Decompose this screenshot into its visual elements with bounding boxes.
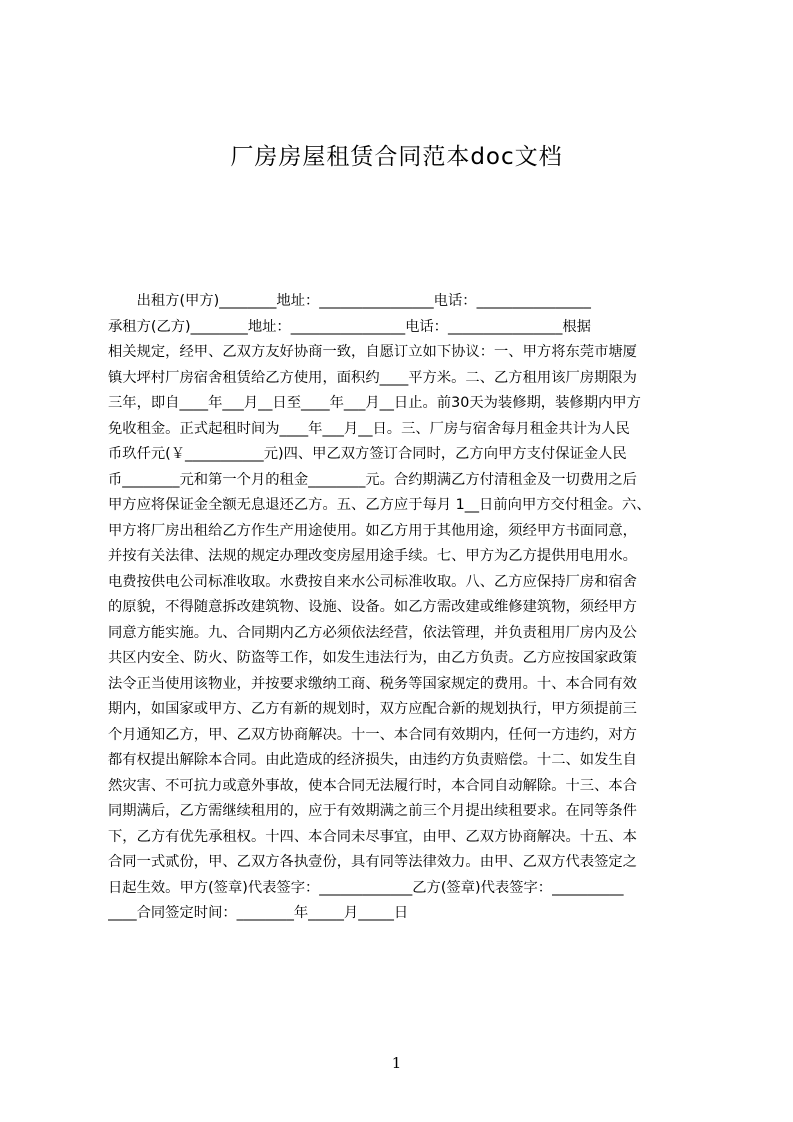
body-line: 甲方将厂房出租给乙方作生产用途使用。如乙方用于其他用途，须经甲方书面同意， xyxy=(108,522,637,539)
body-line: 镇大坪村厂房宿舍租赁给乙方使用，面积约____平方米。二、乙方租用该厂房期限为 xyxy=(108,369,637,386)
body-line: 个月通知乙方，甲、乙双方协商解决。十一、本合同有效期内，任何一方违约，对方 xyxy=(108,726,637,743)
body-line: 共区内安全、防火、防盗等工作，如发生违法行为，由乙方负责。乙方应按国家政策 xyxy=(108,650,637,666)
page-number: 1 xyxy=(391,1054,402,1072)
body-line: 法令正当使用该物业，并按要求缴纳工商、税务等国家规定的费用。十、本合同有效 xyxy=(108,675,637,692)
body-line: 同期满后，乙方需继续租用的，应于有效期满之前三个月提出续租要求。在同等条件 xyxy=(108,803,637,819)
body-line: 出租方(甲方)________地址：________________电话：________________ xyxy=(108,293,591,309)
body-line: ____合同签定时间：________年_____月_____日 xyxy=(108,905,409,921)
body-line: 然灾害、不可抗力或意外事故，使本合同无法履行时，本合同自动解除。十三、本合 xyxy=(108,777,637,794)
contract-body xyxy=(108,289,700,927)
body-line: 电费按供电公司标准收取。水费按自来水公司标准收取。八、乙方应保持厂房和宿舍 xyxy=(108,573,637,590)
body-line: 甲方应将保证金全额无息退还乙方。五、乙方应于每月 1__日前向甲方交付租金。六、 xyxy=(108,497,651,513)
body-line: 币________元和第一个月的租金________元。合约期满乙方付清租金及一切费用之后 xyxy=(108,471,637,488)
body-line: 币玖仟元(￥___________元)四、甲乙双方签订合同时，乙方向甲方支付保证金人民 xyxy=(108,446,627,462)
body-line: 承租方(乙方)________地址：________________电话：________________根据 xyxy=(108,318,591,335)
body-line: 免收租金。正式起租时间为____年___月__日。三、厂房与宿舍每月租金共计为人民 xyxy=(108,420,630,437)
body-line: 日起生效。甲方(签章)代表签字：_____________乙方(签章)代表签字：__________ xyxy=(108,879,624,896)
body-line: 期内，如国家或甲方、乙方有新的规划时，双方应配合新的规划执行，甲方须提前三 xyxy=(108,701,637,717)
body-line: 的原貌，不得随意拆改建筑物、设施、设备。如乙方需改建或维修建筑物，须经甲方 xyxy=(108,599,637,615)
body-line: 合同一式贰份，甲、乙双方各执壹份，具有同等法律效力。由甲、乙双方代表签定之 xyxy=(108,854,637,870)
body-line: 相关规定，经甲、乙双方友好协商一致，自愿订立如下协议：一、甲方将东莞市塘厦 xyxy=(108,344,637,360)
body-line: 下，乙方有优先承租权。十四、本合同未尽事宜，由甲、乙双方协商解决。十五、本 xyxy=(108,828,637,845)
body-line: 同意方能实施。九、合同期内乙方必须依法经营，依法管理，并负责租用厂房内及公 xyxy=(108,624,637,641)
document-title: 厂房房屋租赁合同范本doc文档 xyxy=(230,144,563,170)
body-line: 三年，即自____年___月__日至____年___月__日止。前30天为装修期，装修期内甲方 xyxy=(108,395,641,411)
body-line: 并按有关法律、法规的规定办理改变房屋用途手续。七、甲方为乙方提供用电用水。 xyxy=(108,548,637,564)
body-line: 都有权提出解除本合同。由此造成的经济损失，由违约方负责赔偿。十二、如发生自 xyxy=(108,752,637,768)
